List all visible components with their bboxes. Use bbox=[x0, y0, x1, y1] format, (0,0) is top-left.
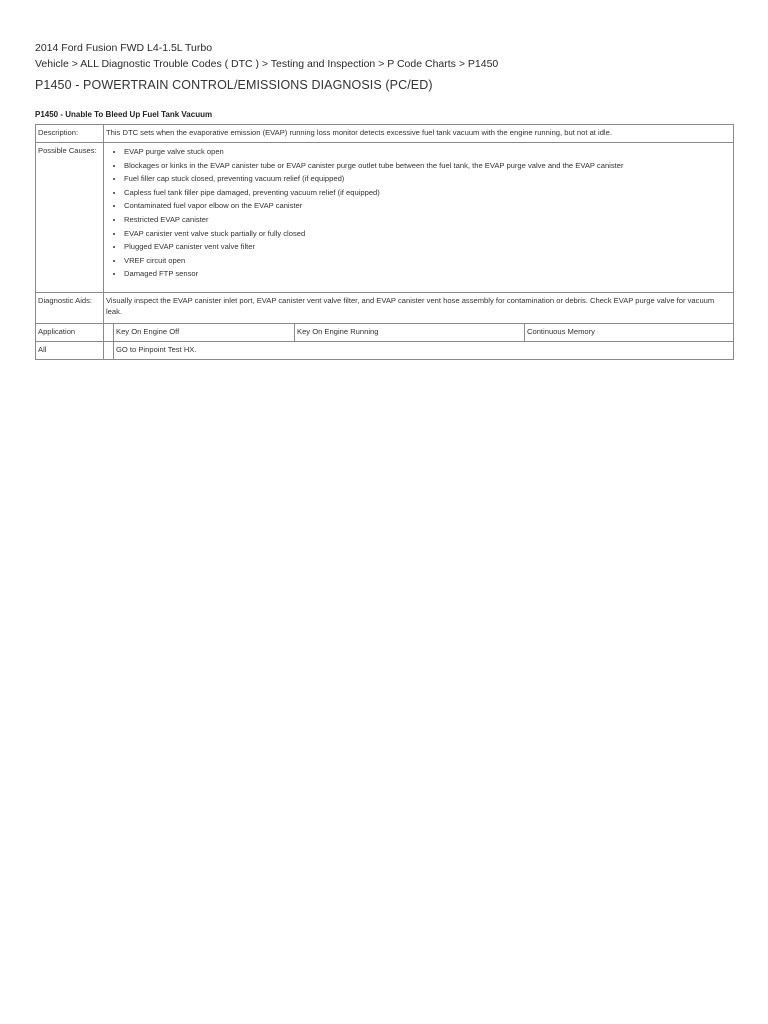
causes-label: Possible Causes: bbox=[36, 143, 104, 293]
document-page bbox=[0, 0, 768, 360]
list-item: • Plugged EVAP canister vent valve filter bbox=[124, 240, 731, 254]
column-header-koer: Key On Engine Running bbox=[295, 324, 525, 342]
list-item: • Contaminated fuel vapor elbow on the EVAP canister bbox=[124, 199, 731, 213]
list-item: • Capless fuel tank filler pipe damaged, preventing vacuum relief (if equipped) bbox=[124, 186, 731, 200]
description-label: Description: bbox=[36, 125, 104, 143]
application-value: All bbox=[36, 342, 104, 360]
list-item: • EVAP purge valve stuck open bbox=[124, 145, 731, 159]
breadcrumb[interactable]: Vehicle > ALL Diagnostic Trouble Codes ( DTC ) > Testing and Inspection > P Code Charts > P1450 bbox=[35, 58, 499, 70]
aids-label: Diagnostic Aids: bbox=[36, 293, 104, 324]
table-row-causes bbox=[36, 143, 734, 293]
page-title: P1450 - POWERTRAIN CONTROL/EMISSIONS DIAGNOSIS (PC/ED) bbox=[35, 78, 433, 92]
causes-list bbox=[106, 145, 731, 281]
table-row-diagnostic-aids bbox=[36, 293, 734, 324]
list-item: • Blockages or kinks in the EVAP canister tube or EVAP canister purge outlet tube between the fuel tank, the EVAP purge valve and the EVAP canister bbox=[124, 159, 731, 173]
causes-cell bbox=[104, 143, 734, 293]
list-item: • VREF circuit open bbox=[124, 254, 731, 268]
list-item: • Damaged FTP sensor bbox=[124, 267, 731, 281]
description-text: This DTC sets when the evaporative emission (EVAP) running loss monitor detects excessive fuel tank vacuum with the engine running, but not at idle. bbox=[104, 125, 734, 143]
column-header-koeo: Key On Engine Off bbox=[114, 324, 295, 342]
vehicle-title: 2014 Ford Fusion FWD L4-1.5L Turbo bbox=[35, 42, 213, 54]
list-item: • Fuel filler cap stuck closed, preventing vacuum relief (if equipped) bbox=[124, 172, 731, 186]
dtc-heading: P1450 - Unable To Bleed Up Fuel Tank Vacuum bbox=[35, 110, 213, 119]
spacer-cell bbox=[104, 342, 114, 360]
list-item: • Restricted EVAP canister bbox=[124, 213, 731, 227]
aids-text: Visually inspect the EVAP canister inlet port, EVAP canister vent valve filter, and EVAP canister vent hose assembly for contamination or debris. Check EVAP purge valve for vacuum leak. bbox=[104, 293, 734, 324]
spacer-cell bbox=[104, 324, 114, 342]
table-header-row bbox=[36, 324, 734, 342]
dtc-table bbox=[35, 124, 734, 360]
list-item: • EVAP canister vent valve stuck partially or fully closed bbox=[124, 227, 731, 241]
column-header-application: Application bbox=[36, 324, 104, 342]
table-row bbox=[36, 342, 734, 360]
koeo-value[interactable]: GO to Pinpoint Test HX. bbox=[114, 342, 734, 360]
table-row-description bbox=[36, 125, 734, 143]
column-header-cm: Continuous Memory bbox=[525, 324, 734, 342]
